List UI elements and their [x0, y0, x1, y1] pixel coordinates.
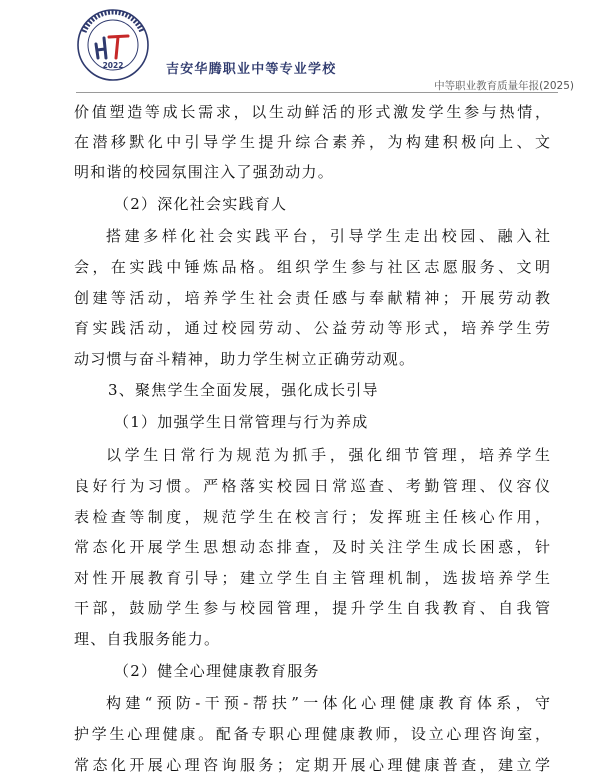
body-line: 动习惯与奋斗精神，助力学生树立正确劳动观。: [74, 350, 416, 368]
body-line: 创建等活动，培养学生社会责任感与奉献精神；开展劳动教: [74, 289, 550, 307]
section-heading: （1）加强学生日常管理与行为养成: [114, 413, 369, 431]
logo-year: 2022: [102, 61, 124, 70]
body-line: 会，在实践中锤炼品格。组织学生参与社区志愿服务、文明: [74, 258, 550, 276]
body-line: 明和谐的校园氛围注入了强劲动力。: [74, 163, 335, 181]
body-line: 常态化开展心理咨询服务；定期开展心理健康普查，建立学: [74, 756, 550, 774]
body-line: 育实践活动，通过校园劳动、公益劳动等形式，培养学生劳: [74, 319, 550, 337]
body-line: 对性开展教育引导；建立学生自主管理机制，选拔培养学生: [74, 569, 550, 587]
body-line: 良好行为习惯。严格落实校园日常巡查、考勤管理、仪容仪: [74, 477, 550, 495]
body-line: 价值塑造等成长需求，以生动鲜活的形式激发学生参与热情，: [74, 103, 550, 121]
school-name: 吉安华腾职业中等专业学校: [166, 62, 337, 77]
body-line: 理、自我服务能力。: [74, 630, 221, 648]
body-line: 在潜移默化中引导学生提升综合素养，为构建积极向上、文: [74, 133, 550, 151]
section-heading: （2）健全心理健康教育服务: [114, 662, 320, 680]
body-line: 干部，鼓励学生参与校园管理，提升学生自我教育、自我管: [74, 599, 550, 617]
body-line: 搭建多样化社会实践平台，引导学生走出校园、融入社: [106, 227, 550, 245]
section-heading: 3、聚焦学生全面发展，强化成长引导: [108, 381, 379, 399]
page-header: [0, 0, 610, 92]
school-logo-icon: [76, 8, 150, 82]
body-line: 构建“预防-干预-帮扶”一体化心理健康教育体系，守: [106, 694, 550, 712]
body-line: 以学生日常行为规范为抓手，强化细节管理，培养学生: [106, 446, 550, 464]
body-line: 表检查等制度，规范学生在校言行；发挥班主任核心作用，: [74, 508, 550, 526]
body-line: 护学生心理健康。配备专职心理健康教师，设立心理咨询室，: [74, 725, 550, 743]
body-line: 常态化开展学生思想动态排查，及时关注学生成长困惑，针: [74, 538, 550, 556]
report-title: 中等职业教育质量年报(2025): [434, 80, 574, 92]
header-divider: [76, 92, 558, 93]
section-heading: （2）深化社会实践育人: [114, 195, 288, 213]
